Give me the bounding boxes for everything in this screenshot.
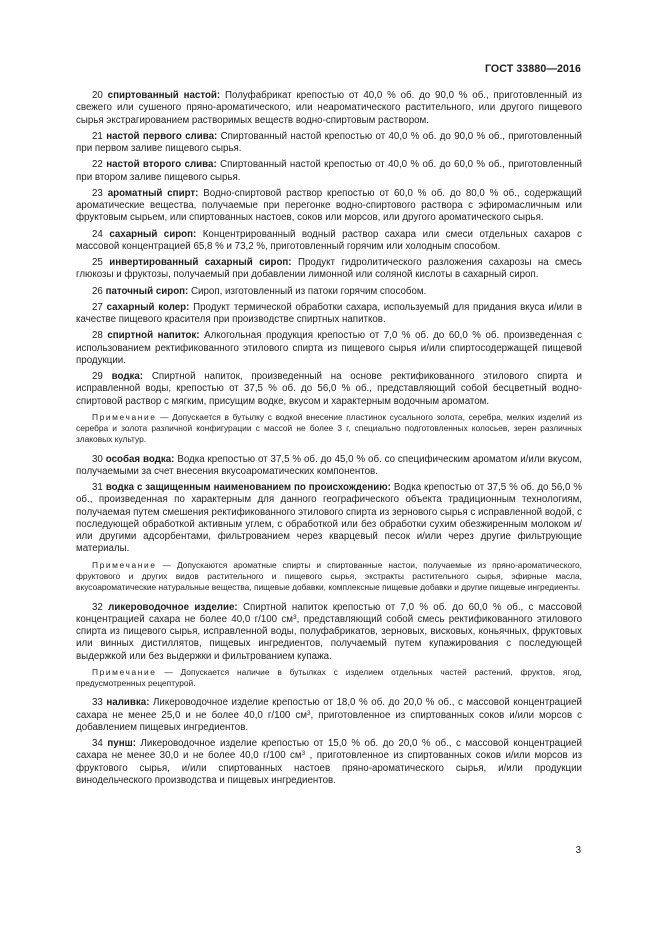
term-definition: Спиртованный настой крепостью от 40,0 % об. до 60,0 % об., приготовленный при втором заливе пищевого сырья. [76, 159, 582, 183]
term-title: настой второго слива: [106, 159, 217, 171]
term-title: настой первого слива: [106, 130, 218, 142]
term-definition: Алкогольная продукция крепостью от 7,0 % об. до 60,0 % об. произведенная с использованием ректификованного этилового спирта из пищевого сырья и/или спиртосодержащей пищевой продукции. [76, 330, 582, 366]
term-definition: Спиртной напиток, произведенный на основе ректификованного этилового спирта и исправленной воды, крепостью от 37,5 % об. до 56,0 % об., представляющий собой бесцветный водно-спиртовой раствор с мягким, присущим водке, вкусом и характерным водочным ароматом. [76, 371, 582, 407]
term-number: 30 [92, 453, 103, 465]
term-number: 29 [92, 371, 103, 382]
term-definition: Ликероводочное изделие крепостью от 15,0 % об. до 20,0 % об., с массовой концентрацией сахара не менее 30,0 и не более 40,0 г/100 см [76, 738, 582, 762]
superscript: 3 [306, 709, 311, 717]
term-title: водка с защищенным наименованием по происхождению: [105, 482, 391, 494]
term-number: 25 [92, 257, 103, 268]
term-definition: Спиртованный настой крепостью от 40,0 % об. до 90,0 % об., приготовленный при первом заливе пищевого сырья. [76, 130, 582, 154]
term-definition: Водка крепостью от 37,5 % об. до 45,0 % об. со специфическим ароматом и/или вкусом, получаемыми за счет внесения вкусоароматических компонентов. [76, 453, 583, 477]
term-entry-26 [76, 286, 582, 298]
note-label: Примечание [92, 411, 157, 422]
term-number: 23 [92, 187, 103, 199]
term-entry-30 [76, 454, 582, 479]
term-entry-33 [76, 697, 582, 734]
term-entry-34 [76, 738, 582, 787]
term-entry-25 [76, 257, 582, 282]
term-title: особая водка: [105, 453, 175, 465]
term-entry-32 [76, 602, 582, 663]
term-entry-21 [76, 131, 582, 156]
term-entry-29 [76, 371, 582, 408]
term-entry-31 [76, 482, 582, 556]
term-definition: Продукт гидролитического разложения сахарозы на смесь глюкозы и фруктозы, получаемый при добавлении лимонной или соляной кислоты в сахарный сироп. [76, 257, 583, 281]
term-number: 26 [92, 285, 103, 297]
term-definition-cont: , приготовленное из спиртованных соков и/или морсов из фруктового сырья, и/или спиртованных настоев пряно-ароматического сырья, и/или продукции винодельческого производства и пищевых ингредиентов. [76, 750, 582, 786]
term-definition: Концентрированный водный раствор сахара или смеси отдельных сахаров с массовой концентрацией 65,8 % и 73,2 %, приготовленный горячим или холодным способом. [76, 228, 582, 252]
term-entry-24 [76, 229, 582, 254]
term-entry-27 [76, 302, 582, 327]
term-definition: Продукт термической обработки сахара, используемый для придания вкуса и/или в качестве пищевого красителя при производстве спиртных напитков. [76, 301, 583, 325]
note-protected-vodka [76, 560, 582, 594]
note-text: — Допускается в бутылку с водкой внесение пластинок сусального золота, серебра, мелких изделий из серебра и золота различной конфигурации с массой не более 3 г, специально подготовленных колосьев, зерен различных злаковых культур. [76, 411, 583, 445]
term-definition: Полуфабрикат крепостью от 40,0 % об. до 90,0 % об., приготовленный из свежего или сушеного пряно-ароматического, или неароматического растительного, или другого пищевого сырья экстрагированием растворимых веществ водно-спиртовым раствором. [76, 90, 582, 126]
term-title: сахарный сироп: [109, 228, 197, 240]
term-title: спиртной напиток: [107, 330, 200, 342]
note-label: Примечание [92, 559, 157, 570]
term-number: 31 [92, 482, 103, 494]
term-title: ликероводочное изделие: [108, 601, 238, 613]
note-vodka [76, 412, 582, 446]
term-entry-23 [76, 188, 582, 225]
term-number: 32 [92, 601, 103, 613]
term-number: 27 [92, 301, 103, 313]
note-label: Примечание [92, 666, 157, 677]
term-title: водка: [111, 371, 144, 382]
term-number: 33 [92, 697, 103, 709]
document-body [76, 90, 582, 791]
term-number: 24 [92, 228, 103, 240]
page-number: 3 [575, 845, 581, 856]
term-number: 34 [92, 738, 103, 750]
term-number: 20 [92, 90, 103, 101]
term-definition: Водно-спиртовой раствор крепостью от 60,0 % об. до 80,0 % об., содержащий ароматические вещества, получаемые при перегонке водно-спиртового раствора с эфиромасличным или фруктовым сырьем, или спиртованных настоев, соков или морсов, или другого ароматического сырья. [76, 187, 583, 224]
term-entry-20 [76, 90, 582, 127]
term-definition-cont: , приготовленное из спиртованных соков и/или морсов с добавлением пищевых ингредиентов. [76, 709, 582, 733]
term-title: спиртованный настой: [107, 90, 221, 101]
superscript: 3 [301, 750, 306, 758]
term-title: паточный сироп: [105, 285, 189, 297]
term-definition: Спиртной напиток крепостью от 7,0 % об. до 60,0 % об., с массовой концентрацией сахара не более 40,0 г/100 см [76, 601, 583, 625]
term-entry-28 [76, 330, 582, 367]
document-header: ГОСТ 33880—2016 [484, 63, 581, 75]
term-title: сахарный колер: [106, 301, 190, 313]
term-number: 22 [92, 159, 103, 171]
note-liqueur [76, 667, 582, 690]
term-title: наливка: [106, 697, 150, 709]
term-definition: Сироп, изготовленный из патоки горячим способом. [191, 285, 427, 297]
superscript: 3 [292, 613, 297, 621]
term-title: инвертированный сахарный сироп: [109, 257, 292, 268]
term-definition: Ликероводочное изделие крепостью от 18,0 % об. до 20,0 % об., с массовой концентрацией сахара не менее 25,0 и не более 40,0 г/100 см [76, 697, 582, 721]
term-title: ароматный спирт: [107, 187, 199, 199]
term-number: 21 [92, 130, 103, 142]
note-text: — Допускаются ароматные спирты и спиртованные настои, получаемые из пряно-ароматического, фруктового и других видов растительного и пищевого сырья, экстракты растительного сырья, эфирные масла, вкусоароматические натуральные вещества, пищевые добавки, комплексные пищевые добавки и другие пищевые ингредиенты. [76, 559, 582, 593]
note-text: — Допускается наличие в бутылках с изделием отдельных частей растений, фруктов, ягод, предусмотренных рецептурой. [76, 666, 583, 689]
term-title: пунш: [107, 738, 136, 750]
term-definition-cont: , представляющий собой смесь ректификованного этилового спирта из пищевого сырья, исправленной воды, полуфабрикатов, зерновых, висковых, коньячных, фруктовых или винных дистиллятов, пищевых ингредиентов, получаемый путем купажирования с последующей выдержкой или без выдержки и фильтрованием купажа. [76, 613, 582, 662]
term-definition: Водка крепостью от 37,5 % об. до 56,0 % об., произведенная по характерным для данного географического объекта традиционным технологиям, получаемая путем смешения ректификованного этилового спирта из зернового сырья с исправленной водой, с последующей обработкой активным углем, с обработкой или без обработки сухим обезжиренным молоком и/или другими адсорбентами, фильтрованием через кварцевый песок и/или через другие фильтрующие материалы. [76, 482, 583, 555]
term-entry-22 [76, 159, 582, 184]
term-number: 28 [92, 330, 103, 342]
